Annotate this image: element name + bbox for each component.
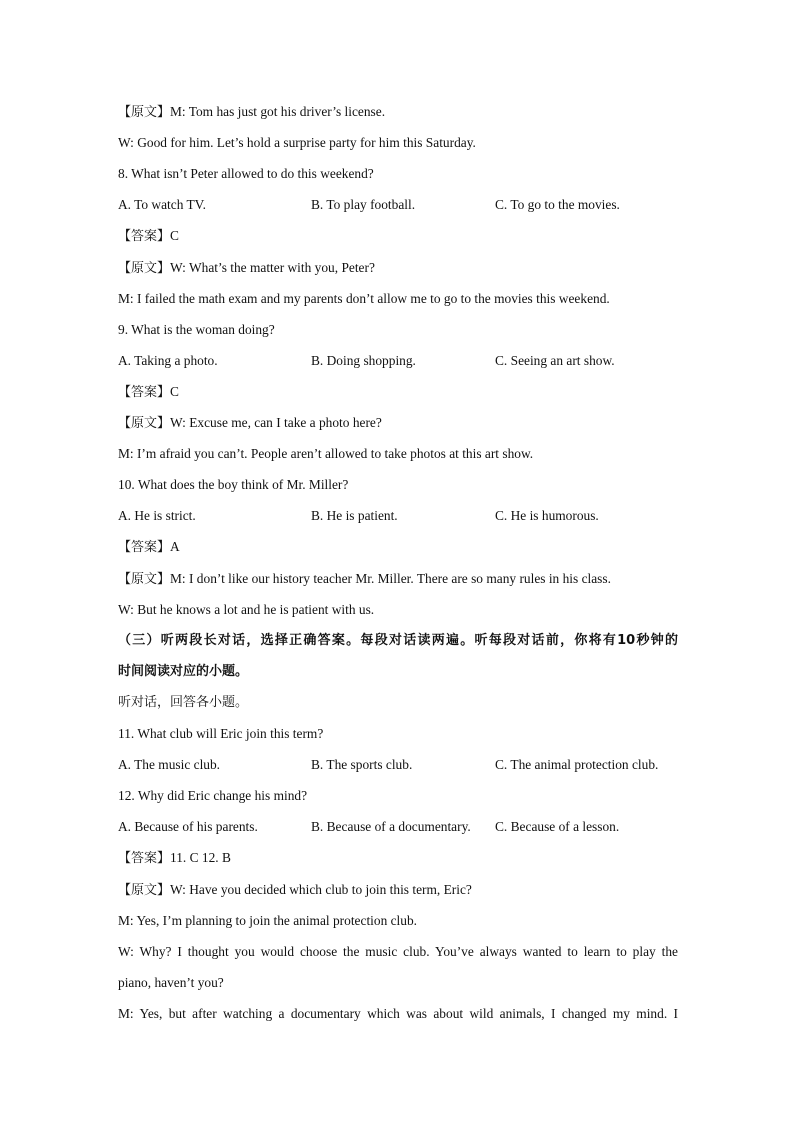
section-tag: 【答案】 <box>118 229 171 244</box>
section-tag: 【答案】 <box>118 385 171 400</box>
transcript-line <box>118 414 382 433</box>
option-a: A. The music club. <box>118 757 221 772</box>
option-b: B. To play football. <box>311 197 416 212</box>
transcript-line <box>118 259 375 278</box>
option-a: A. Because of his parents. <box>118 819 258 834</box>
line-text: W: Have you decided which club to join this term, Eric? <box>170 882 472 897</box>
answer-line <box>118 538 180 557</box>
option-c: C. The animal protection club. <box>495 757 659 772</box>
option-b: B. Doing shopping. <box>311 353 416 368</box>
text-line: M: Yes, but after watching a documentary which was about wild animals, I changed my mind. I <box>118 1006 678 1021</box>
option-c: C. He is humorous. <box>495 508 599 523</box>
section-tag: 【原文】 <box>118 261 171 276</box>
option-b: B. He is patient. <box>311 508 398 523</box>
question-line: 8. What isn’t Peter allowed to do this weekend? <box>118 166 374 181</box>
section-heading: （三）听两段长对话，选择正确答案。每段对话读两遍。听每段对话前，你将有10秒钟的 <box>118 633 678 648</box>
option-a: A. To watch TV. <box>118 197 206 212</box>
text-line: M: I failed the math exam and my parents don’t allow me to go to the movies this weekend. <box>118 291 610 306</box>
text-line: W: Why? I thought you would choose the music club. You’ve always wanted to learn to play the <box>118 944 678 959</box>
section-tag: 【答案】 <box>118 540 171 555</box>
option-b: B. Because of a documentary. <box>311 819 471 834</box>
option-a: A. He is strict. <box>118 508 196 523</box>
option-c: C. To go to the movies. <box>495 197 620 212</box>
text-line: M: Yes, I’m planning to join the animal protection club. <box>118 913 418 928</box>
option-a: A. Taking a photo. <box>118 353 218 368</box>
transcript-line <box>118 103 385 122</box>
option-c: C. Seeing an art show. <box>495 353 615 368</box>
line-text: A <box>170 539 180 554</box>
line-text: C <box>170 384 179 399</box>
option-c: C. Because of a lesson. <box>495 819 620 834</box>
line-text: M: Tom has just got his driver’s license. <box>170 104 386 119</box>
answer-line <box>118 227 179 246</box>
text-line: 听对话，回答各小题。 <box>118 695 249 710</box>
answer-line <box>118 849 231 868</box>
transcript-line <box>118 881 472 900</box>
text-line: W: But he knows a lot and he is patient with us. <box>118 602 375 617</box>
question-line: 11. What club will Eric join this term? <box>118 726 324 741</box>
line-text: C <box>170 228 179 243</box>
section-heading: 时间阅读对应的小题。 <box>118 664 249 679</box>
section-tag: 【原文】 <box>118 883 171 898</box>
text-line: W: Good for him. Let’s hold a surprise party for him this Saturday. <box>118 135 476 150</box>
section-tag: 【答案】 <box>118 851 171 866</box>
line-text: W: What’s the matter with you, Peter? <box>170 260 375 275</box>
option-b: B. The sports club. <box>311 757 413 772</box>
text-line: piano, haven’t you? <box>118 975 224 990</box>
question-line: 9. What is the woman doing? <box>118 322 275 337</box>
section-tag: 【原文】 <box>118 572 171 587</box>
section-tag: 【原文】 <box>118 105 171 120</box>
question-line: 10. What does the boy think of Mr. Miller? <box>118 477 349 492</box>
line-text: W: Excuse me, can I take a photo here? <box>170 415 382 430</box>
transcript-line <box>118 570 611 589</box>
question-line: 12. Why did Eric change his mind? <box>118 788 308 803</box>
line-text: M: I don’t like our history teacher Mr. Miller. There are so many rules in his class. <box>170 571 611 586</box>
line-text: 11. C 12. B <box>170 850 231 865</box>
text-line: M: I’m afraid you can’t. People aren’t allowed to take photos at this art show. <box>118 446 534 461</box>
section-tag: 【原文】 <box>118 416 171 431</box>
answer-line <box>118 383 179 402</box>
